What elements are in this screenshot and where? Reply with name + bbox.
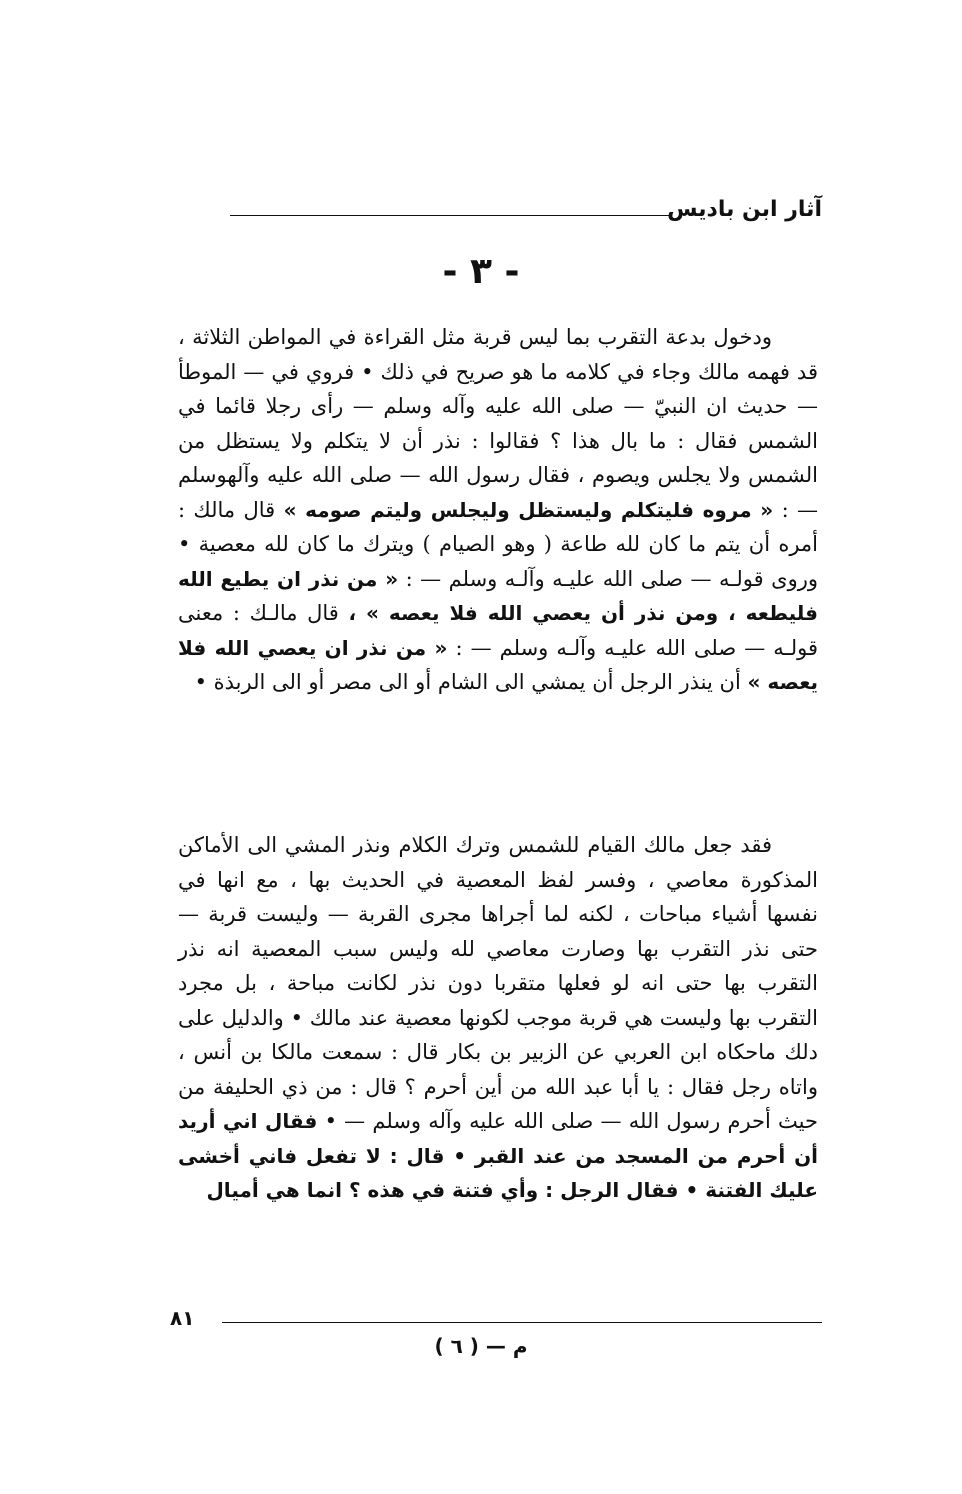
signature-mark: م — ( ٦ ) [434,1334,528,1358]
paragraph-1 [178,320,818,700]
page-number: ٨١ [170,1306,195,1330]
hadith-quote-1: « مروه فليتكلم وليستظل وليجلس وليتم صومه » [283,497,774,522]
hadith-quote-2: « من نذر ان يطيع الله فليطعه ، ومن نذر أن يعصي الله فلا يعصه » ، [178,566,818,625]
paragraph-1-text-a: ودخول بدعة التقرب بما ليس قربة مثل القراءة في المواطن الثلاثة ، قد فهمه مالك وجاء في كلامه ما هو صريح في ذلك • فروي في — الموطأ — حديث ان النبيّ — صلى الله عليه وآله وسلم — رأى رجلا قائما في الشمس فقال : ما بال هذا ؟ فقالوا : نذر أن لا يتكلم ولا يستظل من الشمس ولا يجلس ويصوم ، فقال رسول الله — صلى الله عليه وآلهوسلم — : [178,325,818,522]
paragraph-1-text-b: قال مالك : أمره أن يتم ما كان لله طاعة ( وهو الصيام ) ويترك ما كان لله معصية • وروى قولـه — صلى الله عليـه وآلـه وسلم — : [178,497,819,591]
running-header [230,196,822,226]
page-footer [170,1304,822,1334]
section-number: - ٣ - [442,251,520,292]
paragraph-2-text-b: فقال اني أريد أن أحرم من المسجد من عند القبر • قال : لا تفعل فاني أخشى عليك الفتنة • فقال الرجل : وأي فتنة في هذه ؟ انما هي أميال [178,1109,818,1202]
header-rule [230,215,672,216]
paragraph-1-text-d: أن ينذر الرجل أن يمشي الى الشام أو الى مصر أو الى الربذة • [194,670,741,694]
paragraph-2-text-a: فقد جعل مالك القيام للشمس وترك الكلام ونذر المشي الى الأماكن المذكورة معاصي ، وفسر لفظ المعصية في الحديث بها ، مع انها في نفسها أشياء مباحات ، لكنه لما أجراها مجرى القربة — وليست قربة — حتى نذر التقرب بها وصارت معاصي لله وليس سبب المعصية انه نذر التقرب بها حتى انه لو فعلها متقربا دون نذر لكانت مباحة ، بل مجرد التقرب بها وليست هي قربة موجب لكونها معصية عند مالك • والدليل على دلك ماحكاه ابن العربي عن الزبير بن بكار قال : سمعت مالكا بن أنس ، واتاه رجل فقال : يا أبا عبد الله من أين أحرم ؟ قال : من ذي الحليفة من حيث أحرم رسول الله — صلى الله عليه وآله وسلم — • [178,833,818,1133]
hadith-quote-3: « من نذر ان يعصي الله فلا يعصه » [178,635,818,694]
footer-rule [222,1322,822,1323]
paragraph-2 [178,828,818,1208]
paragraph-1-text-c: قال مالـك : معنى قولـه — صلى الله عليـه وآلـه وسلم — : [178,601,818,660]
running-title: آثار ابن باديس [667,197,822,222]
